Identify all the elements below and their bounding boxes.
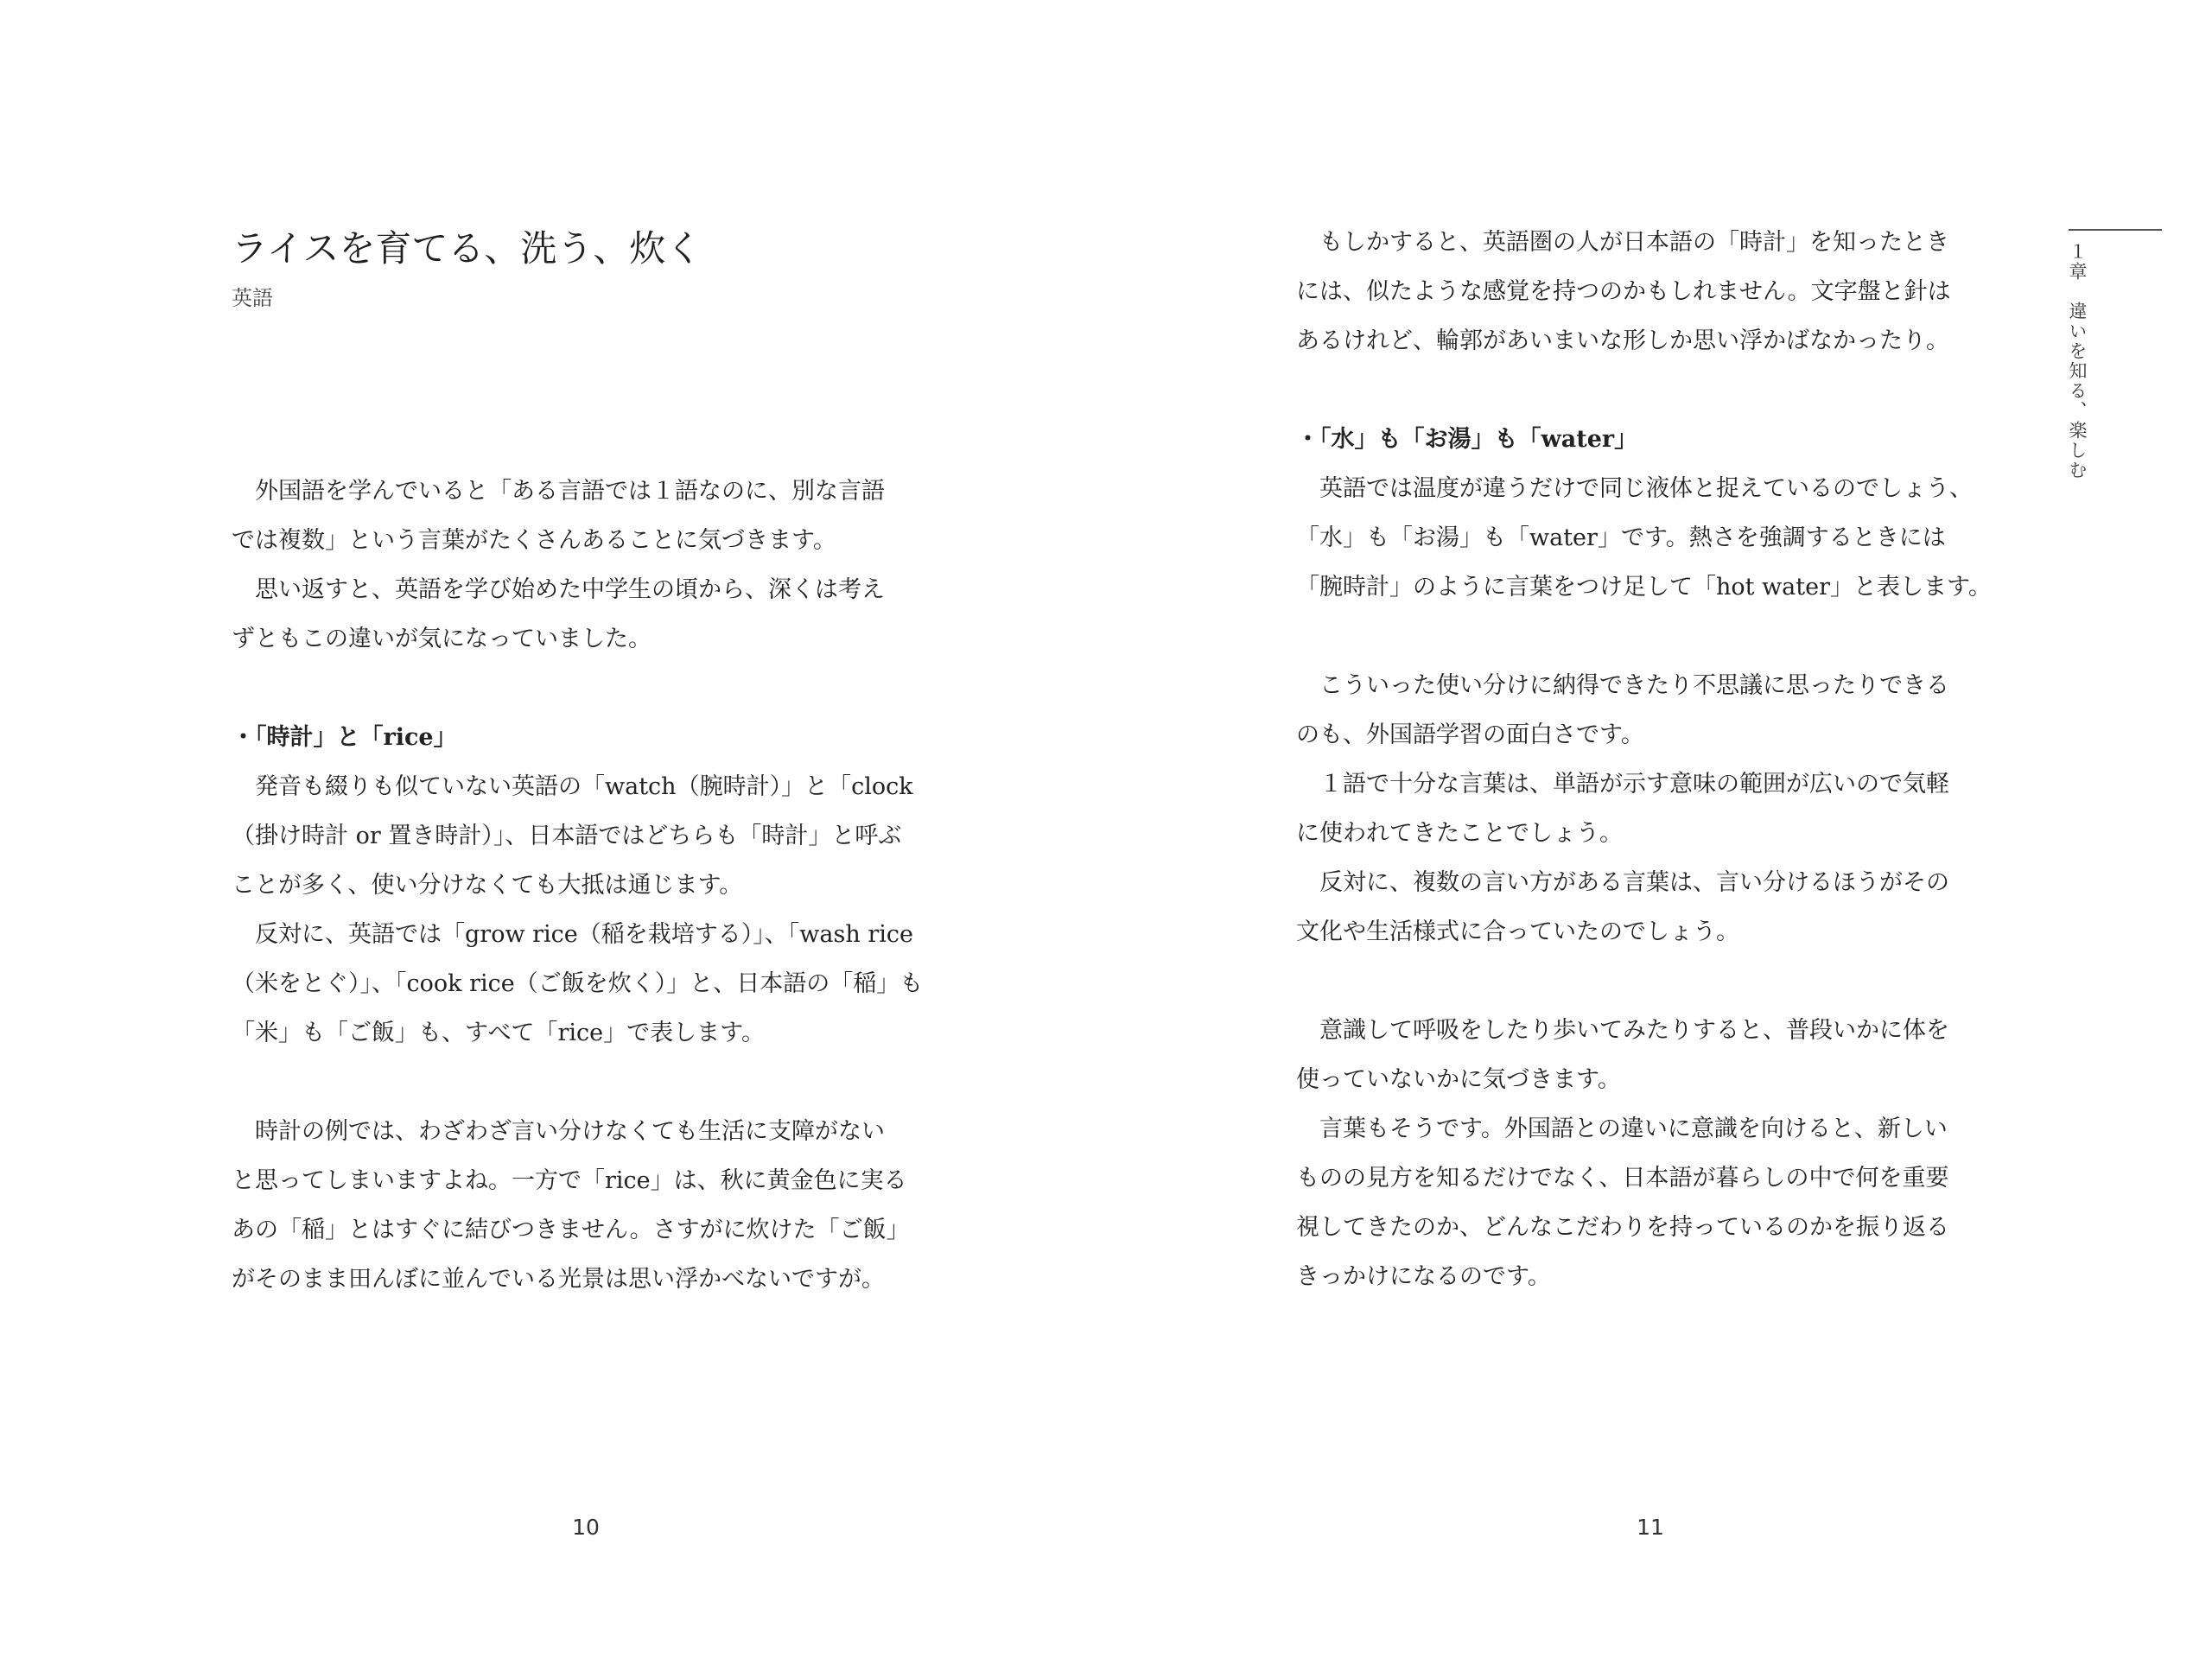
body-line: 「腕時計」のように言葉をつけ足して「hot water」と表します。 [1296, 574, 1992, 601]
body-line: 視してきたのか、どんなこだわりを持っているのかを振り返る [1296, 1214, 1949, 1241]
body-line: （米をとぐ）」、「cook rice（ご飯を炊く）」と、日本語の「稲」も [232, 970, 924, 997]
body-line: 外国語を学んでいると「ある言語では１語なのに、別な言語 [232, 478, 885, 505]
body-line: 意識して呼吸をしたり歩いてみたりすると、普段いかに体を [1296, 1017, 1949, 1044]
body-line: こういった使い分けに納得できたり不思議に思ったりできる [1296, 672, 1949, 699]
paragraph-gap [232, 1058, 949, 1107]
body-line: もしかすると、英語圏の人が日本語の「時計」を知ったとき [1296, 229, 1949, 256]
body-line: 言葉もそうです。外国語との違いに意識を向けると、新しい [1296, 1115, 1948, 1142]
page-title: ライスを育てる、洗う、炊く [232, 227, 702, 270]
body-line: １語で十分な言葉は、単語が示す意味の範囲が広いので気軽 [1296, 771, 1949, 798]
body-line: には、似たような感覚を持つのかもしれません。文字盤と針は [1296, 278, 1951, 305]
body-line: 反対に、複数の言い方がある言葉は、言い分けるほうがその [1296, 869, 1949, 896]
paragraph-gap [232, 664, 949, 713]
body-line: ことが多く、使い分けなくても大抵は通じます。 [232, 872, 743, 899]
body-line: 英語では温度が違うだけで同じ液体と捉えているのでしょう、 [1296, 475, 1973, 502]
chapter-tab: １章 違いを知る、楽しむ [2067, 242, 2088, 480]
body-line: ものの見方を知るだけでなく、日本語が暮らしの中で何を重要 [1296, 1165, 1949, 1192]
section-heading-clock-rice: ・「時計」と「rice」 [232, 724, 457, 751]
body-line: がそのまま田んぼに並んでいる光景は思い浮かべないですが。 [232, 1266, 885, 1293]
body-line: に使われてきたことでしょう。 [1296, 820, 1623, 847]
body-line: 時計の例では、わざわざ言い分けなくても生活に支障がない [232, 1118, 885, 1145]
body-line: 使っていないかに気づきます。 [1296, 1066, 1621, 1093]
body-line: 反対に、英語では「grow rice（稲を栽培する）」、「wash rice [232, 921, 913, 948]
body-line: 「水」も「お湯」も「water」です。熱さを強調するときには [1296, 524, 1946, 551]
body-line: 「米」も「ご飯」も、すべて「rice」で表します。 [232, 1020, 765, 1046]
body-line: 思い返すと、英語を学び始めた中学生の頃から、深くは考え [232, 576, 885, 603]
page-number-right: 11 [1637, 1515, 1664, 1540]
page-subtitle: 英語 [232, 286, 273, 310]
page-number-left: 10 [572, 1515, 600, 1540]
body-line: と思ってしまいますよね。一方で「rice」は、秋に黄金色に実る [232, 1167, 907, 1194]
paragraph-gap [1296, 957, 2022, 1006]
body-line: きっかけになるのです。 [1296, 1263, 1551, 1290]
left-body-text [232, 467, 949, 1304]
body-line: 発音も綴りも似ていない英語の「watch（腕時計）」と「clock [232, 773, 913, 800]
body-line: では複数」という言葉がたくさんあることに気づきます。 [232, 527, 836, 554]
paragraph-gap [1296, 365, 2022, 415]
body-line: 文化や生活様式に合っていたのでしょう。 [1296, 918, 1739, 945]
body-line: のも、外国語学習の面白さです。 [1296, 721, 1644, 748]
chapter-tab-rule [2069, 229, 2162, 231]
paragraph-gap [1296, 612, 2022, 661]
body-line: あの「稲」とはすぐに結びつきません。さすがに炊けた「ご飯」 [232, 1217, 910, 1243]
section-heading-water: ・「水」も「お湯」も「water」 [1296, 426, 1638, 453]
body-line: ずともこの違いが気になっていました。 [232, 626, 652, 652]
right-body-text [1296, 218, 2022, 1301]
body-line: あるけれど、輪郭があいまいな形しか思い浮かばなかったり。 [1296, 327, 1949, 354]
body-line: （掛け時計 or 置き時計）」、日本語ではどちらも「時計」と呼ぶ [232, 823, 902, 849]
